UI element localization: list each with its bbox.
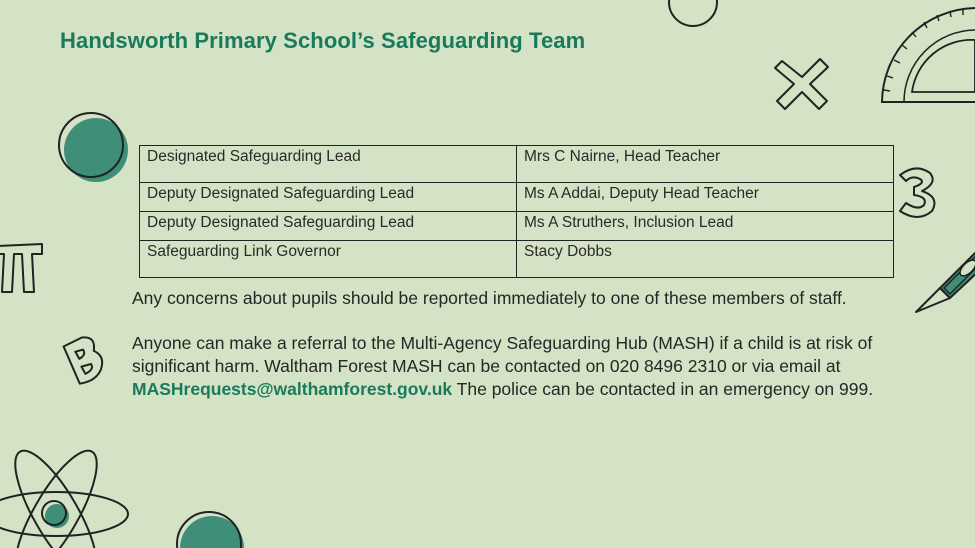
table-row [140,241,894,278]
body-text [132,287,922,423]
green-circle-icon [56,110,132,186]
atom-icon [0,428,150,548]
green-circle-icon [174,508,246,548]
person-cell: Stacy Dobbs [517,241,894,278]
referral-text: Anyone can make a referral to the Multi-Agency Safeguarding Hub (MASH) if a child is at risk of significant harm. Waltham Forest MASH can be contacted on 020 8496 2310 or via email at [132,333,873,376]
letter-b-icon [58,334,108,388]
role-cell: Designated Safeguarding Lead [140,146,517,183]
table-row [140,146,894,183]
police-text: The police can be contacted in an emergency on 999. [452,379,874,399]
role-cell: Safeguarding Link Governor [140,241,517,278]
role-cell: Deputy Designated Safeguarding Lead [140,183,517,212]
role-cell: Deputy Designated Safeguarding Lead [140,212,517,241]
referral-paragraph [132,332,922,401]
number-three-icon [892,165,942,220]
pi-symbol-icon [0,240,48,298]
table-row [140,183,894,212]
person-cell: Ms A Addai, Deputy Head Teacher [517,183,894,212]
multiply-sign-icon [772,55,832,113]
safeguarding-team-table [139,145,894,278]
table-row [140,212,894,241]
person-cell: Mrs C Nairne, Head Teacher [517,146,894,183]
page-title: Handsworth Primary School’s Safeguarding Team [60,28,586,53]
circle-outline-icon [666,0,720,32]
protractor-icon [872,0,975,112]
email-link[interactable]: MASHrequests@walthamforest.gov.uk [132,379,453,399]
person-cell: Ms A Struthers, Inclusion Lead [517,212,894,241]
concerns-paragraph: Any concerns about pupils should be reported immediately to one of these members of staff. [132,288,847,308]
